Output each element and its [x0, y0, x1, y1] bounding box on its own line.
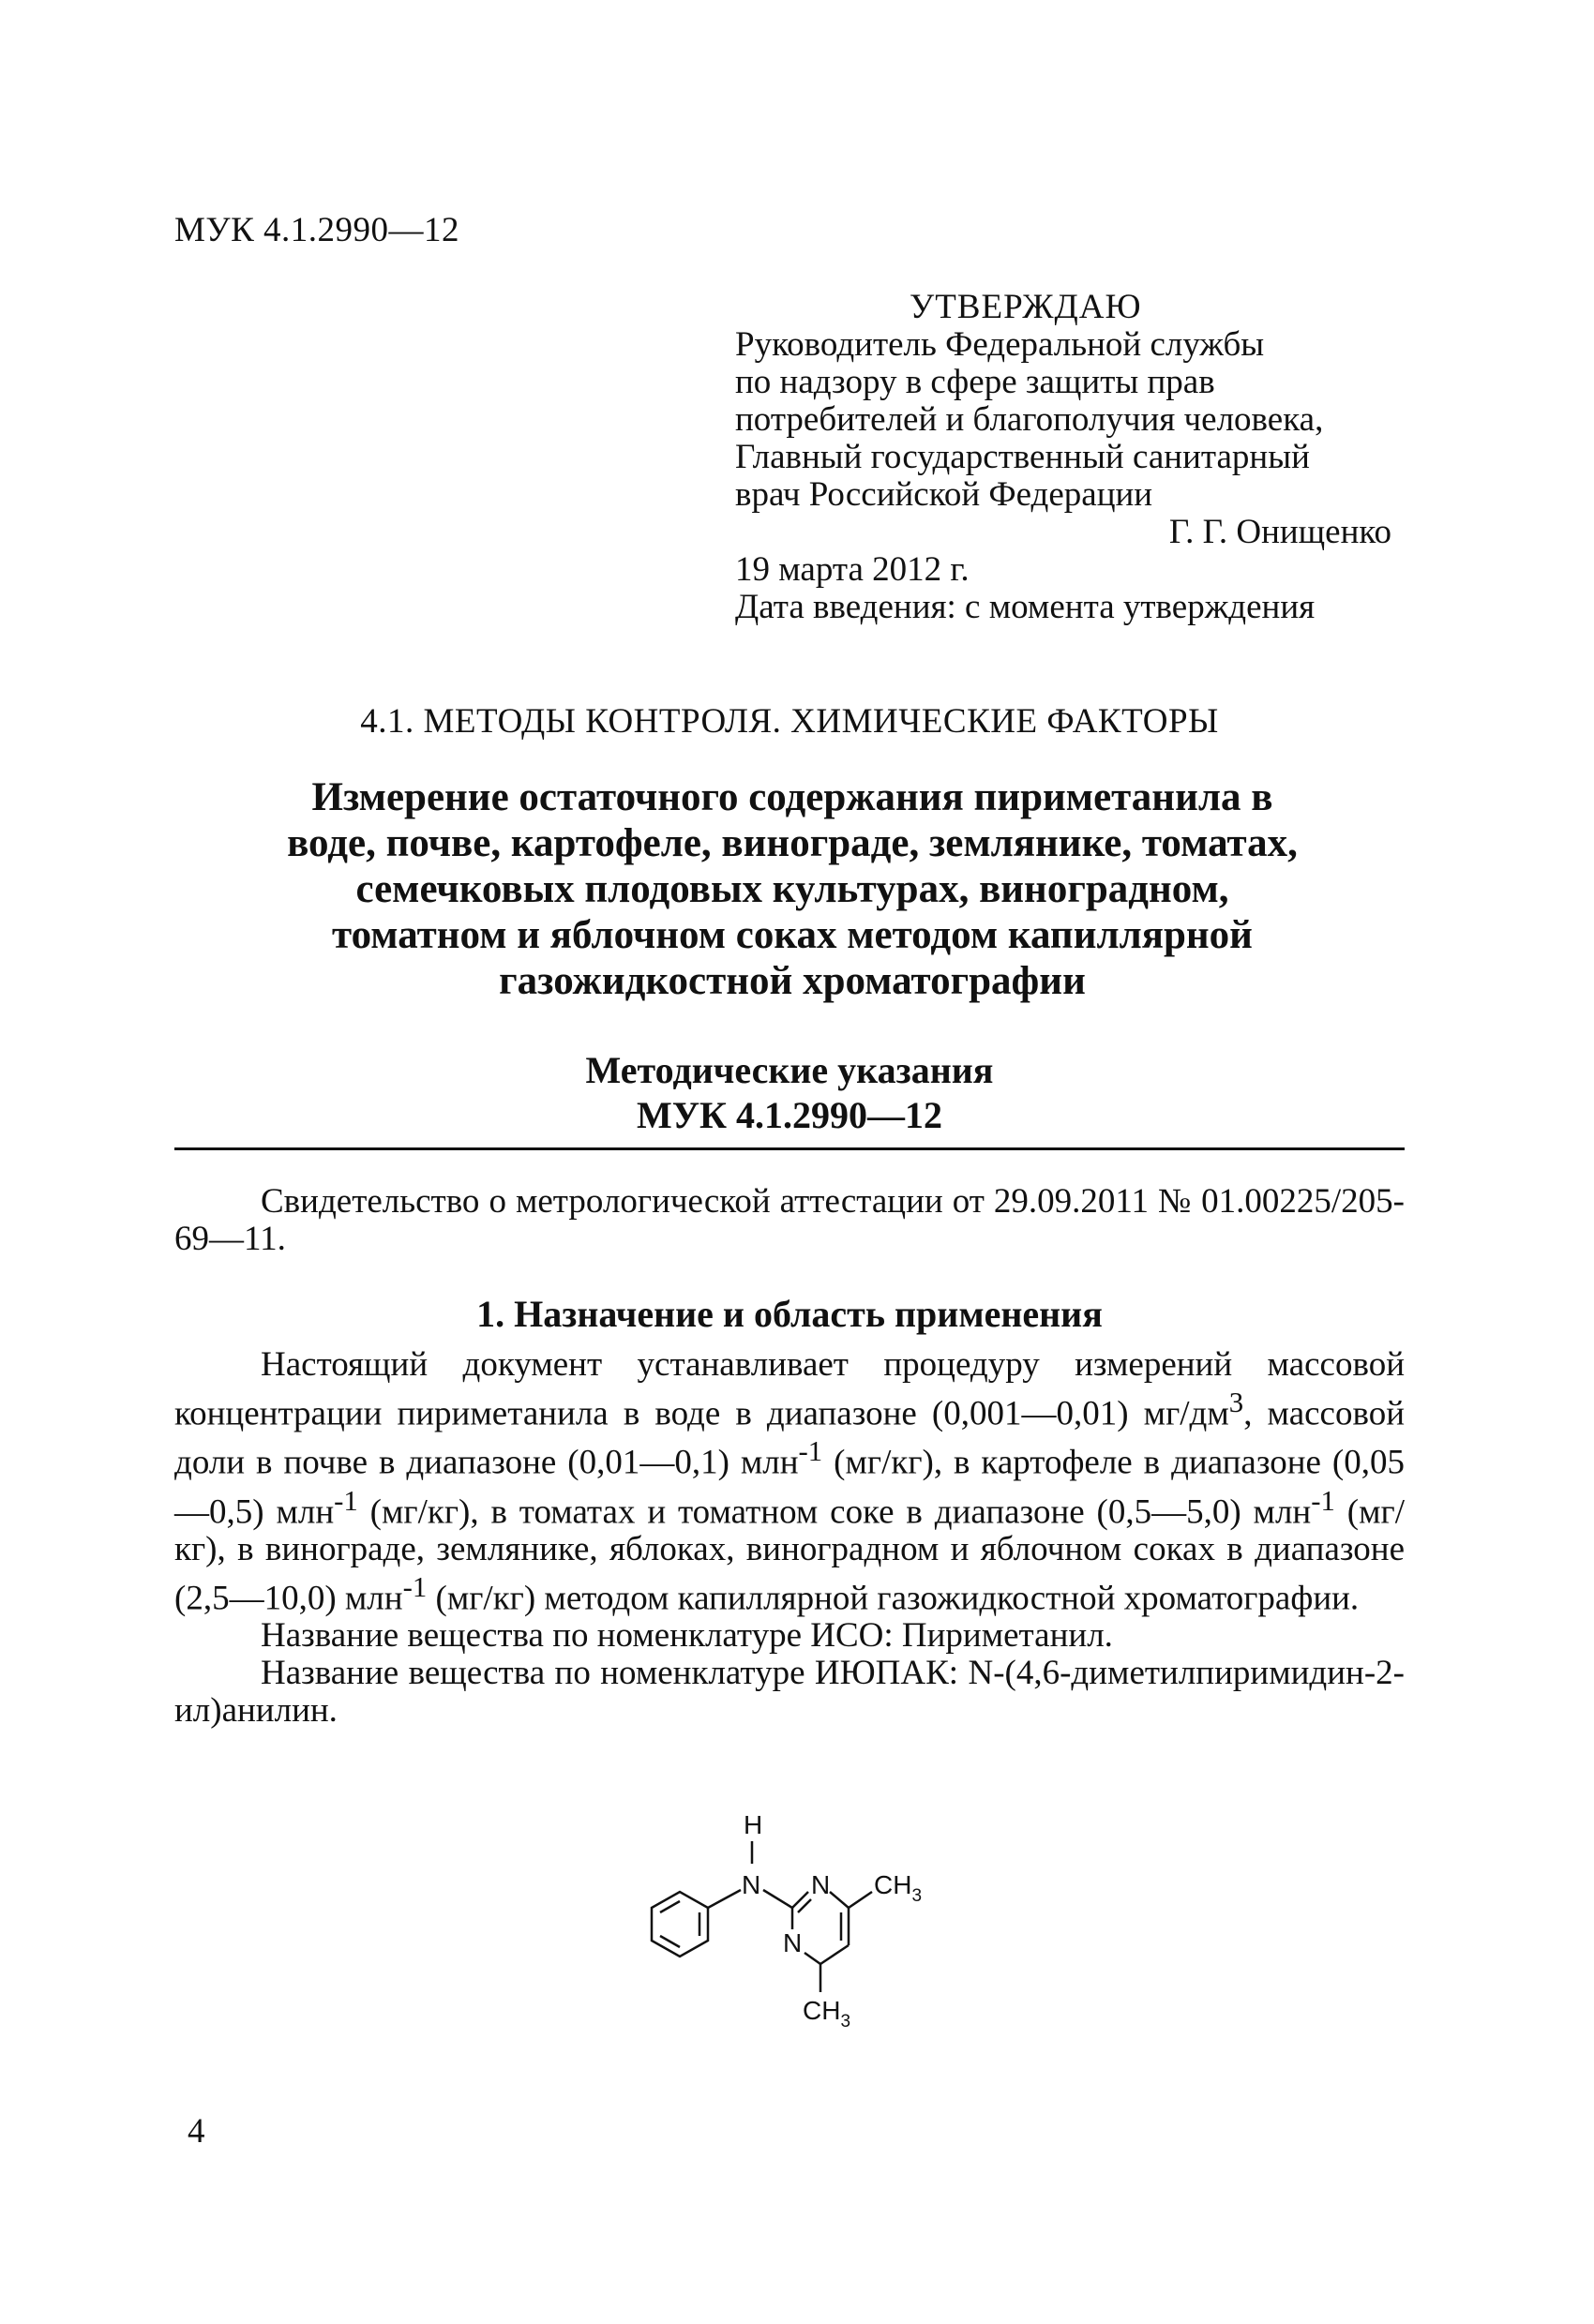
single-bond: [763, 1890, 792, 1908]
approver-position-line: по надзору в сфере защиты прав: [735, 363, 1215, 401]
horizontal-divider: [174, 1147, 1405, 1150]
atom-subscript: 3: [840, 2012, 851, 2032]
title-line: газожидкостной хроматографии: [499, 959, 1086, 1003]
section-1-body: [174, 1346, 1405, 1730]
title-line: воде, почве, картофеле, винограде, землянике, томатах,: [287, 821, 1298, 865]
title-line: томатном и яблочном соках методом капиллярной: [332, 913, 1253, 957]
approver-name: Г. Г. Онищенко: [1168, 513, 1391, 551]
single-bond: [708, 1890, 741, 1908]
ring-bond: [805, 1953, 820, 1964]
section-1-heading: 1. Назначение и область применения: [476, 1293, 1103, 1335]
methyl-label: [803, 1996, 850, 2032]
guide-code: МУК 4.1.2990—12: [636, 1094, 943, 1136]
scope-text: (мг/кг), в томатах и томатном соке в диапазоне (0,5—5,0) млн: [357, 1492, 1312, 1531]
approval-date: 19 марта 2012 г.: [735, 550, 970, 589]
document-code: МУК 4.1.2990—12: [174, 211, 460, 249]
approver-position-line: потребителей и благополучия человека,: [735, 400, 1324, 439]
double-bond: [660, 1936, 680, 1947]
approval-block: [735, 289, 1391, 626]
atom-label: H: [744, 1810, 763, 1839]
certificate-text: Свидетельство о метрологической аттестации от 29.09.2011 № 01.00225/205-69—11.: [174, 1182, 1405, 1258]
scope-text: (мг/кг), в винограде, землянике, яблоках, виноградном и яблочном соках в диапазоне (2,5—10,0) млн: [174, 1492, 1405, 1618]
introduction-date: Дата введения: с момента утверждения: [735, 588, 1316, 626]
superscript: -1: [402, 1570, 428, 1603]
ring-bond: [830, 1892, 849, 1908]
structural-formula: [600, 1762, 1031, 2044]
approval-heading: УТВЕРЖДАЮ: [910, 288, 1142, 326]
title-line: семечковых плодовых культурах, виноградном,: [355, 867, 1229, 911]
superscript: 3: [1228, 1387, 1244, 1418]
scope-text: (мг/кг) методом капиллярной газожидкостной хроматографии.: [427, 1579, 1360, 1618]
scope-text: (мг/кг), в картофеле в диапазоне (0,05—0,5) млн: [174, 1443, 1405, 1531]
guide-type: Методические указания: [585, 1049, 994, 1091]
atom-label: CH: [803, 1996, 841, 2025]
page-number: 4: [188, 2112, 205, 2151]
scope-paragraph: [174, 1346, 1405, 1617]
atom-label: N: [811, 1870, 831, 1899]
superscript: -1: [798, 1435, 823, 1468]
iupac-name-paragraph: Название вещества по номенклатуре ИЮПАК: N-(4,6-диметилпиримидин-2-ил)анилин.: [174, 1654, 1405, 1731]
approver-position-line: врач Российской Федерации: [735, 475, 1153, 514]
scope-text: , массовой доли в почве в диапазоне (0,01—0,1) млн: [174, 1394, 1405, 1482]
formula-bonds: [652, 1841, 872, 1992]
methyl-bond: [849, 1892, 872, 1908]
formula-atoms: [742, 1810, 922, 2032]
guide-block: [174, 1048, 1405, 1138]
document-title: [188, 774, 1397, 1004]
scope-text: Настоящий документ устанавливает процедуру измерений массовой концентрации пириметанила в воде в диапазоне (0,001—0,01) мг/дм: [174, 1345, 1405, 1433]
methyl-label: [874, 1870, 922, 1906]
iso-name-paragraph: Название вещества по номенклатуре ИСО: Пириметанил.: [261, 1616, 1113, 1656]
approver-position-line: Руководитель Федеральной службы: [735, 325, 1265, 364]
approver-position-line: Главный государственный санитарный: [735, 438, 1310, 476]
superscript: -1: [334, 1484, 358, 1517]
atom-label: N: [783, 1928, 803, 1957]
superscript: -1: [1311, 1484, 1335, 1517]
atom-label: N: [742, 1870, 761, 1899]
section-title: 4.1. МЕТОДЫ КОНТРОЛЯ. ХИМИЧЕСКИЕ ФАКТОРЫ: [360, 702, 1219, 741]
atom-label: CH: [874, 1870, 912, 1899]
title-line: Измерение остаточного содержания пириметанила в: [311, 775, 1273, 819]
ring-bond: [820, 1945, 849, 1964]
atom-subscript: 3: [911, 1886, 923, 1906]
double-bond: [660, 1901, 680, 1912]
